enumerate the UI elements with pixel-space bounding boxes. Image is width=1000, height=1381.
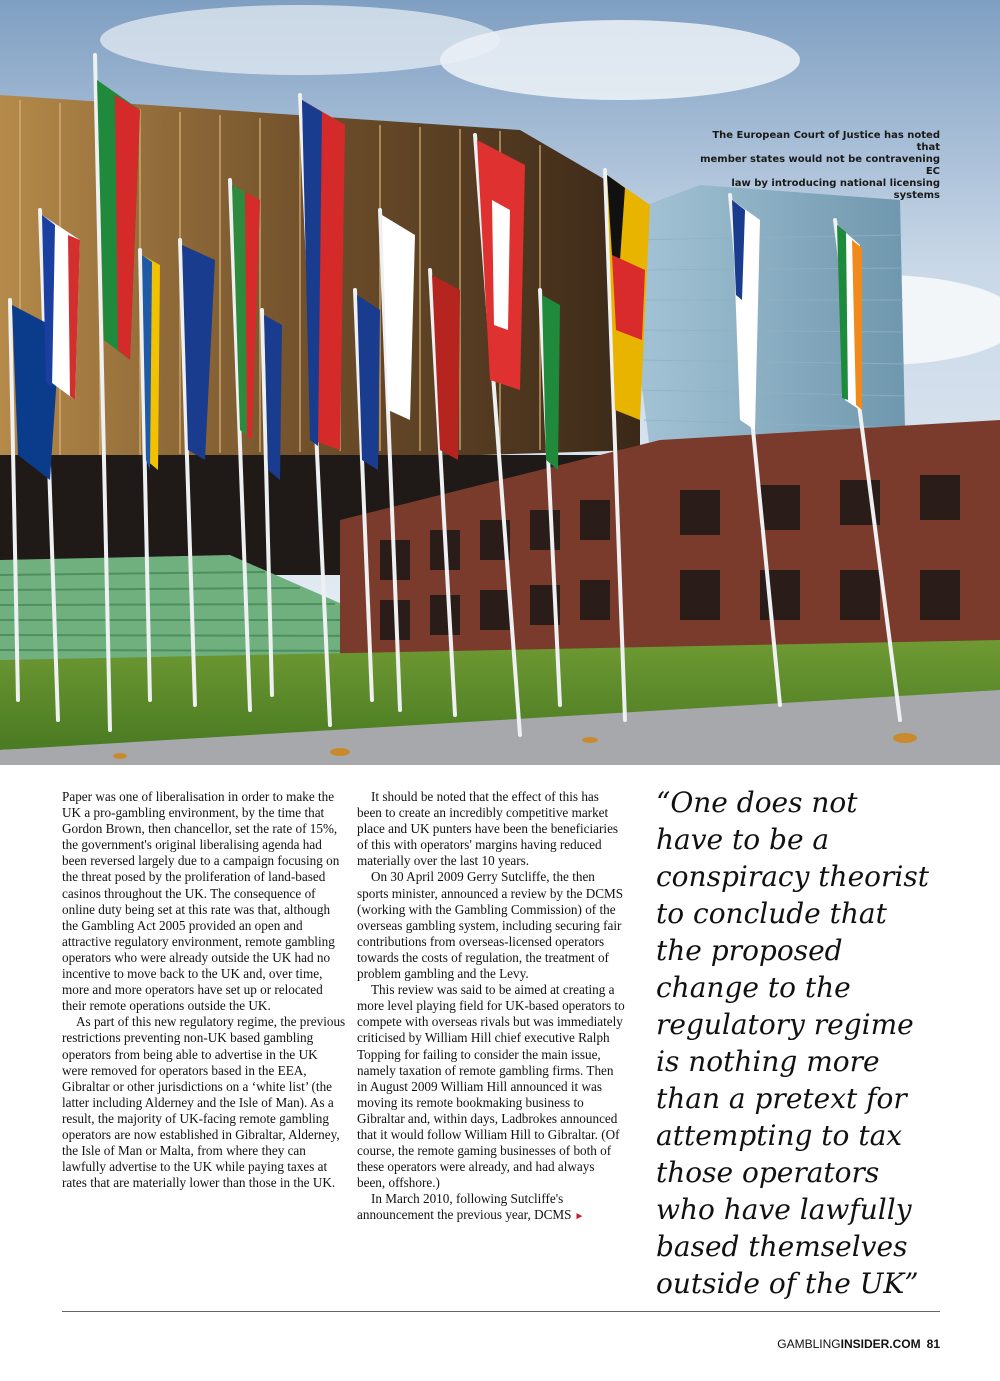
pull-quote-line: who have lawfully <box>656 1193 912 1226</box>
photo-caption <box>700 130 940 202</box>
pull-quote-line: to conclude that <box>656 897 887 930</box>
pull-quote-line: attempting to tax <box>656 1119 903 1152</box>
pull-quote-line: regulatory regime <box>656 1008 914 1041</box>
paragraph: On 30 April 2009 Gerry Sutcliffe, the then sports minister, announced a review by the DCMS (working with the Gambling Commission) of the overseas gambling system, including securing fair contributions from overseas-licensed operators towards the costs of regulation, the treatment of problem gambling and the Levy. <box>357 869 624 982</box>
pull-quote-line: based themselves <box>656 1230 908 1263</box>
paragraph: As part of this new regulatory regime, the previous restrictions preventing non-UK based gambling operators from being able to advertise in the UK were removed for operators based in the EEA, Gibraltar or other jurisdictions on a ‘white list’ (the latter including Alderney and the Isle of Man). As a result, the majority of UK-facing remote gambling operators are now established in Gibraltar, Alderney, the Isle of Man or Malta, from where they can lawfully advertise to the UK while paying taxes at rates that are materially lower than those in the UK. <box>62 1014 346 1191</box>
caption-line: member states would not be contravening EC <box>700 154 940 177</box>
page-footer <box>777 1337 940 1351</box>
article-column-2 <box>357 789 625 1226</box>
paragraph: Paper was one of liberalisation in order to make the UK a pro-gambling environment, by the time that Gordon Brown, then chancellor, set the rate of 15%, the government's original liberalising agenda had been reversed largely due to a campaign focusing on the threat posed by the proliferation of land-based casinos throughout the UK. The consequence of online duty being set at this rate was that, although the Gambling Act 2005 provided an open and attractive regulatory environment, remote gambling operators who were already outside the UK had no incentive to move back to the UK and, over time, more and more operators have set up or relocated their remote operations outside the UK. <box>62 789 340 1014</box>
article-column-1 <box>62 789 346 1191</box>
paragraph <box>357 1191 625 1225</box>
pull-quote-line: those operators <box>656 1156 880 1189</box>
pull-quote-line: change to the <box>656 971 851 1004</box>
pull-quote-line: than a pretext for <box>656 1082 907 1115</box>
pull-quote-line: conspiracy theorist <box>656 860 929 893</box>
caption-line: law by introducing national licensing systems <box>731 178 940 201</box>
pull-quote <box>656 784 956 1302</box>
page-number: 81 <box>926 1337 940 1351</box>
paragraph: It should be noted that the effect of this has been to create an incredibly competitive market place and UK punters have been the beneficiaries of this with operators' margins having reduced materially over the last 10 years. <box>357 789 619 869</box>
pull-quote-line: the proposed <box>656 934 843 967</box>
caption-line: The European Court of Justice has noted that <box>712 130 940 153</box>
footer-brand: INSIDER.COM <box>840 1337 921 1351</box>
pull-quote-line: outside of the UK” <box>656 1267 919 1300</box>
pull-quote-line: is nothing more <box>656 1045 880 1078</box>
continue-arrow-icon: ► <box>574 1211 585 1223</box>
footer-brand-prefix: GAMBLING <box>777 1337 841 1351</box>
paragraph: This review was said to be aimed at creating a more level playing field for UK-based operators to compete with overseas rivals but was immediately criticised by William Hill chief executive Ralph Topping for failing to consider the main issue, namely taxation of remote gambling firms. Then in August 2009 William Hill announced it was moving its remote bookmaking business to Gibraltar and, within days, Ladbrokes announced that it would follow William Hill to Gibraltar. (Of course, the remote gaming businesses of both of these operators were already, and had always been, offshore.) <box>357 982 625 1191</box>
pull-quote-line: “One does not <box>656 786 858 819</box>
footer-divider <box>62 1311 940 1312</box>
paragraph-text: In March 2010, following Sutcliffe's announcement the previous year, DCMS <box>357 1191 572 1223</box>
pull-quote-line: have to be a <box>656 823 830 856</box>
